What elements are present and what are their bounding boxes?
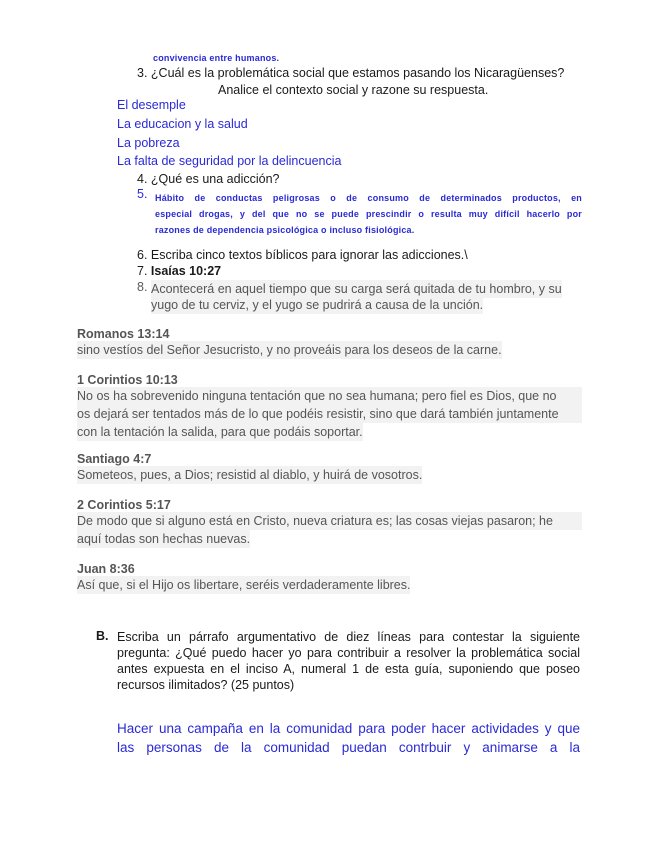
verse-text: aquí todas son hechas nuevas. xyxy=(77,532,251,546)
verse-block xyxy=(77,373,582,441)
verse-block xyxy=(77,327,582,359)
top-fragment: convivencia entre humanos. xyxy=(153,53,280,63)
verse-reference: 2 Corintios 5:17 xyxy=(77,498,171,512)
item-8-line2: yugo de tu cerviz, y el yugo se pudrirá a causa de la unción. xyxy=(151,298,484,312)
verse-reference: 1 Corintios 10:13 xyxy=(77,373,178,387)
question-6 xyxy=(137,248,468,262)
item-7-reference: Isaías 10:27 xyxy=(150,264,222,278)
answer-5-number: 5. xyxy=(137,187,148,201)
section-b-line2: pregunta: ¿Qué puedo hacer yo para contribuir a resolver la problemática social xyxy=(117,646,580,660)
answer-5-line2: especial drogas, y del que no se puede prescindir o resulta muy difícil hacerlo por xyxy=(155,209,582,219)
verse-text: con la tentación la salida, para que podáis soportar. xyxy=(77,425,363,439)
verse-text: No os ha sobrevenido ninguna tentación que no sea humana; pero fiel es Dios, que no xyxy=(77,387,582,405)
verse-text: sino vestíos del Señor Jesucristo, y no proveáis para los deseos de la carne. xyxy=(77,343,502,357)
item-7-number: 7. xyxy=(137,264,148,278)
section-b-answer xyxy=(117,719,580,757)
verse-block xyxy=(77,498,582,548)
verse-reference: Santiago 4:7 xyxy=(77,452,152,466)
section-b-answer-line2: las personas de la comunidad puedan contrbuir y animarse a la xyxy=(117,740,580,755)
question-3-number: 3. xyxy=(137,66,148,80)
verse-reference: Romanos 13:14 xyxy=(77,327,170,341)
section-b-line4: recursos ilimitados? (25 puntos) xyxy=(117,678,295,692)
question-3-line1: ¿Cuál es la problemática social que estamos pasando los Nicaragüenses? xyxy=(150,66,565,80)
question-3 xyxy=(137,66,564,80)
question-6-text: Escriba cinco textos bíblicos para ignorar las adicciones.\ xyxy=(150,248,468,262)
answer-item: La falta de seguridad por la delincuencia xyxy=(117,154,342,168)
verse-text: De modo que si alguno está en Cristo, nueva criatura es; las cosas viejas pasaron; he xyxy=(77,512,582,530)
section-b-prompt xyxy=(117,629,580,693)
verse-text: Así que, si el Hijo os libertare, seréis verdaderamente libres. xyxy=(77,578,411,592)
question-4-text: ¿Qué es una adicción? xyxy=(150,172,280,186)
section-b-line3: antes expuesta en el inciso A, numeral 1 de esta guía, suponiendo que poseo xyxy=(117,662,580,676)
question-3-line2: Analice el contexto social y razone su respuesta. xyxy=(218,83,489,97)
item-8-line1: Acontecerá en aquel tiempo que su carga será quitada de tu hombro, y su xyxy=(151,282,562,296)
section-b-label: B. xyxy=(96,629,109,643)
section-b-line1: Escriba un párrafo argumentativo de diez líneas para contestar la siguiente xyxy=(117,630,580,644)
item-7 xyxy=(137,264,221,278)
item-8-number: 8. xyxy=(137,280,148,294)
answer-5-line3: razones de dependencia psicológica o incluso fisiológica. xyxy=(155,225,415,235)
question-4 xyxy=(137,172,279,186)
verse-block xyxy=(77,452,582,484)
verse-text: Someteos, pues, a Dios; resistid al diablo, y huirá de vosotros. xyxy=(77,468,423,482)
verse-block xyxy=(77,562,582,594)
section-b-answer-line1: Hacer una campaña en la comunidad para poder hacer actividades y que xyxy=(117,721,580,736)
verse-text: os dejará ser tentados más de lo que podéis resistir, sino que dará también juntamente xyxy=(77,405,582,423)
answer-item: El desemple xyxy=(117,98,186,112)
verse-reference: Juan 8:36 xyxy=(77,562,135,576)
question-6-number: 6. xyxy=(137,248,148,262)
answer-item: La pobreza xyxy=(117,136,180,150)
answer-item: La educacion y la salud xyxy=(117,117,248,131)
answer-5-line1: Hábito de conductas peligrosas o de consumo de determinados productos, en xyxy=(155,193,582,203)
question-4-number: 4. xyxy=(137,172,148,186)
